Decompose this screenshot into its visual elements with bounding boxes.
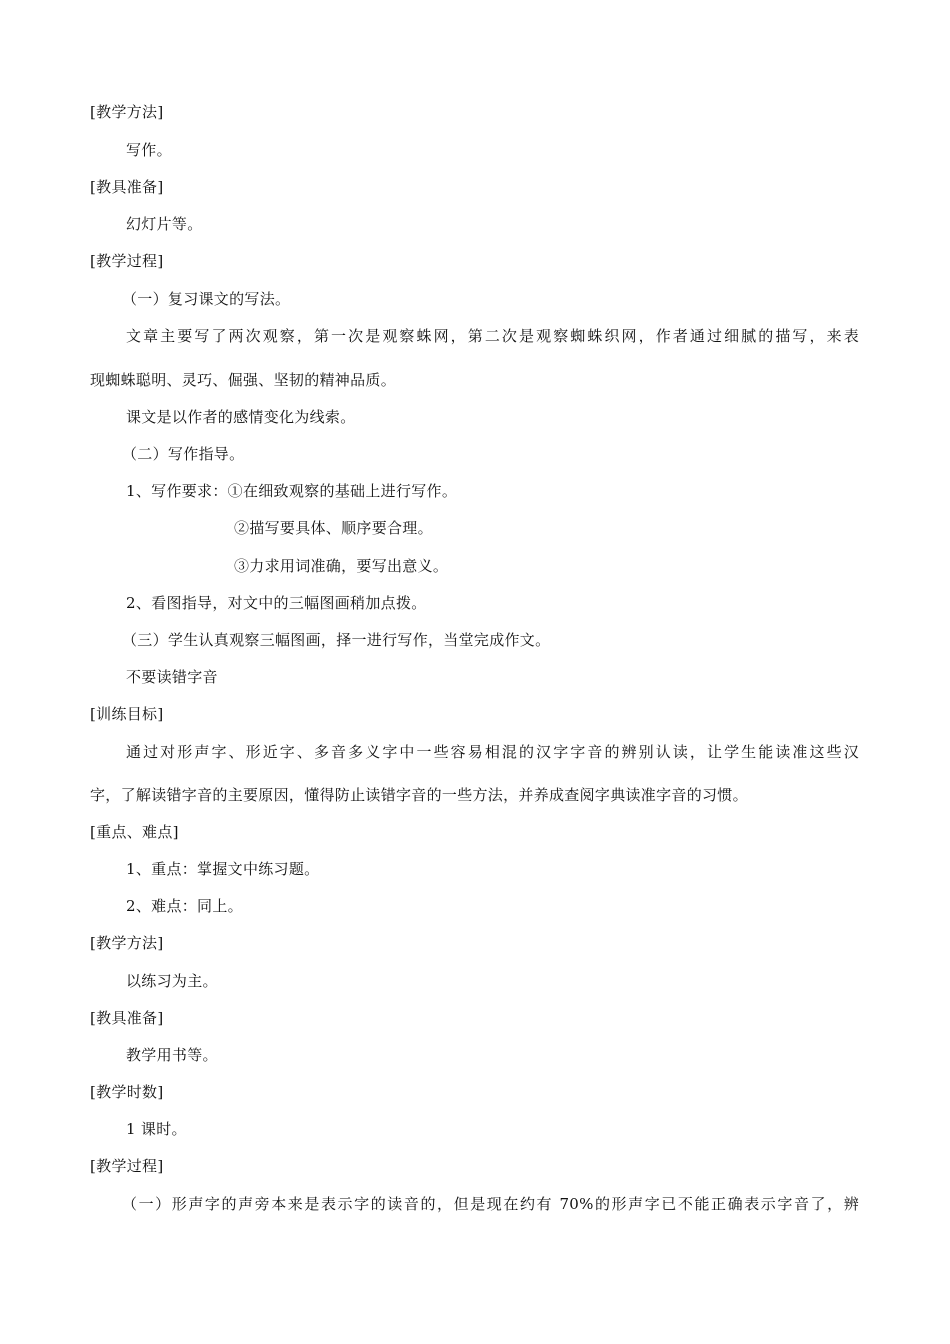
list-item: ③力求用词准确，要写出意义。: [234, 557, 449, 575]
paragraph: （二）写作指导。: [122, 445, 245, 463]
section-heading-training-goals: [训练目标]: [90, 705, 164, 723]
lesson-title: 不要读错字音: [126, 668, 218, 686]
section-heading-key-points: [重点、难点]: [90, 823, 179, 841]
paragraph-continuation: 字，了解读错字音的主要原因，懂得防止读错字音的一些方法，并养成查阅字典读准字音的习惯。: [90, 786, 748, 804]
paragraph: 写作。: [126, 141, 172, 159]
section-heading-teaching-process: [教学过程]: [90, 252, 164, 270]
paragraph: 通过对形声字、形近字、多音多义字中一些容易相混的汉字字音的辨别认读，让学生能读准这些汉: [126, 743, 859, 761]
paragraph: 教学用书等。: [126, 1046, 218, 1064]
section-heading-teaching-method: [教学方法]: [90, 934, 164, 952]
list-item: ②描写要具体、顺序要合理。: [234, 519, 433, 537]
paragraph: 以练习为主。: [126, 972, 218, 990]
section-heading-teaching-aids: [教具准备]: [90, 1009, 164, 1027]
paragraph: 1 课时。: [126, 1120, 187, 1138]
paragraph: （一）复习课文的写法。: [122, 290, 291, 308]
paragraph: （三）学生认真观察三幅图画，择一进行写作，当堂完成作文。: [122, 631, 551, 649]
paragraph: （一）形声字的声旁本来是表示字的读音的，但是现在约有 70%的形声字已不能正确表示字音了，辨: [122, 1195, 859, 1213]
list-item: 1、重点：掌握文中练习题。: [126, 860, 320, 878]
list-item: 2、难点：同上。: [126, 897, 243, 915]
section-heading-class-hours: [教学时数]: [90, 1083, 164, 1101]
section-heading-teaching-method: [教学方法]: [90, 103, 164, 121]
paragraph: 幻灯片等。: [126, 215, 203, 233]
list-item: 2、看图指导，对文中的三幅图画稍加点拨。: [126, 594, 427, 612]
paragraph: 文章主要写了两次观察，第一次是观察蛛网，第二次是观察蜘蛛织网，作者通过细腻的描写，来表: [126, 327, 859, 345]
paragraph-continuation: 现蜘蛛聪明、灵巧、倔强、坚韧的精神品质。: [90, 371, 397, 389]
list-item: 1、写作要求：①在细致观察的基础上进行写作。: [126, 482, 458, 500]
section-heading-teaching-process: [教学过程]: [90, 1157, 164, 1175]
section-heading-teaching-aids: [教具准备]: [90, 178, 164, 196]
paragraph: 课文是以作者的感情变化为线索。: [126, 408, 356, 426]
